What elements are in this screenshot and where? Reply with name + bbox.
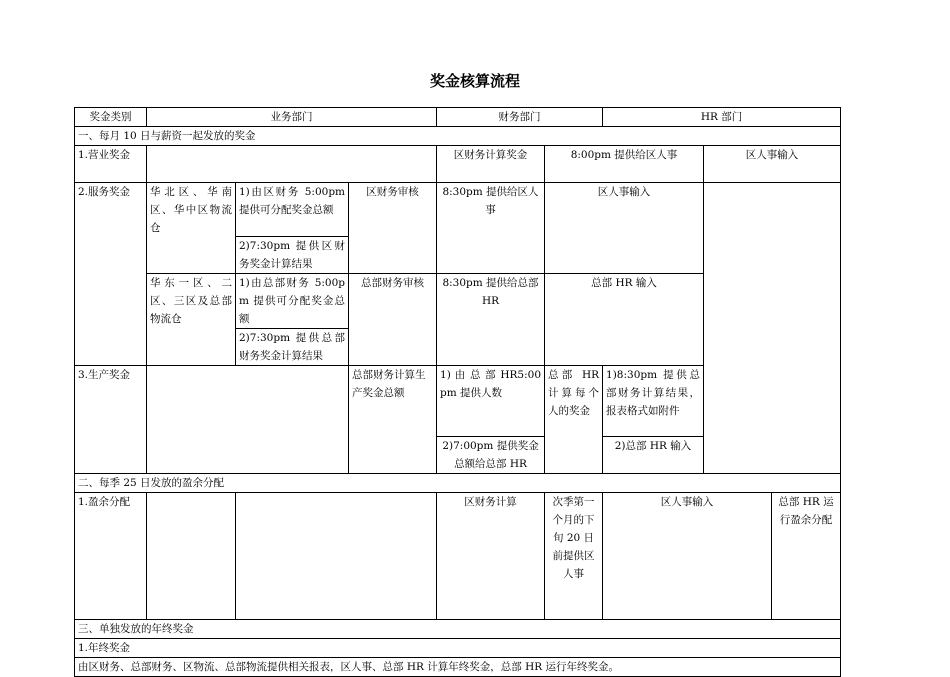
production-hr-calc: 总部 HR 计算每个人的奖金 (545, 366, 603, 474)
table-row (75, 639, 841, 658)
production-business-empty (147, 366, 349, 474)
section-row (75, 474, 841, 493)
production-finance: 总部财务计算生产奖金总额 (349, 366, 437, 474)
profit-business-empty-2 (236, 493, 437, 620)
service-north-step1: 1)由区财务 5:00pm 提供可分配奖金总额 (236, 183, 349, 237)
production-label: 3.生产奖金 (75, 366, 147, 474)
service-east-group: 华东一区、二区、三区及总部物流仓 (147, 274, 236, 366)
section2-heading: 二、每季 25 日发放的盈余分配 (75, 474, 841, 493)
service-label: 2.服务奖金 (75, 183, 147, 366)
table-row (75, 274, 841, 329)
service-north-step2: 2)7:30pm 提供区财务奖金计算结果 (236, 237, 349, 274)
profit-label: 1.盈余分配 (75, 493, 147, 620)
section-row (75, 127, 841, 146)
profit-business-empty-1 (147, 493, 236, 620)
profit-hr: 区人事输入 (603, 493, 772, 620)
table-row (75, 183, 841, 237)
header-finance: 财务部门 (437, 108, 603, 127)
service-north-hr: 区人事输入 (545, 183, 704, 274)
header-business: 业务部门 (147, 108, 437, 127)
profit-finance: 区财务计算 (437, 493, 545, 620)
service-east-step2: 2)7:30pm 提供总部财务奖金计算结果 (236, 329, 349, 366)
production-step2: 2)7:00pm 提供奖金总额给总部 HR (437, 437, 545, 474)
service-east-finance: 总部财务审核 (349, 274, 437, 366)
profit-hr-run: 总部 HR 运行盈余分配 (772, 493, 841, 620)
sales-hr: 区人事输入 (704, 146, 841, 183)
service-east-step1: 1)由总部财务 5:00pm 提供可分配奖金总额 (236, 274, 349, 329)
sales-finance-provide: 8:00pm 提供给区人事 (545, 146, 704, 183)
section1-heading: 一、每月 10 日与薪资一起发放的奖金 (75, 127, 841, 146)
section3-heading: 三、单独发放的年终奖金 (75, 620, 841, 639)
bonus-process-table (74, 107, 841, 677)
page-title: 奖金核算流程 (429, 72, 520, 90)
table-row (75, 493, 841, 620)
production-hr-step1: 1)8:30pm 提供总部财务计算结果，报表格式如附件 (603, 366, 704, 437)
service-east-hr: 总部 HR 输入 (545, 274, 704, 366)
production-hr-step2: 2)总部 HR 输入 (603, 437, 704, 474)
service-north-provide: 8:30pm 提供给区人事 (437, 183, 545, 274)
header-type: 奖金类别 (75, 108, 147, 127)
profit-provide: 次季第一个月的下旬 20 日前提供区人事 (545, 493, 603, 620)
service-north-group: 华北区、华南区、华中区物流仓 (147, 183, 236, 274)
sales-business-empty (147, 146, 437, 183)
table-header-row (75, 108, 841, 127)
header-hr: HR 部门 (603, 108, 841, 127)
table-row (75, 366, 841, 437)
table-row (75, 146, 841, 183)
production-step1: 1) 由 总 部 HR5:00pm 提供人数 (437, 366, 545, 437)
sales-finance: 区财务计算奖金 (437, 146, 545, 183)
table-row (75, 658, 841, 677)
service-east-provide: 8:30pm 提供给总部 HR (437, 274, 545, 366)
service-north-finance: 区财务审核 (349, 183, 437, 274)
annual-label: 1.年终奖金 (75, 639, 841, 658)
section-row (75, 620, 841, 639)
annual-description: 由区财务、总部财务、区物流、总部物流提供相关报表，区人事、总部 HR 计算年终奖金，总部 HR 运行年终奖金。 (75, 658, 841, 677)
sales-label: 1.营业奖金 (75, 146, 147, 183)
